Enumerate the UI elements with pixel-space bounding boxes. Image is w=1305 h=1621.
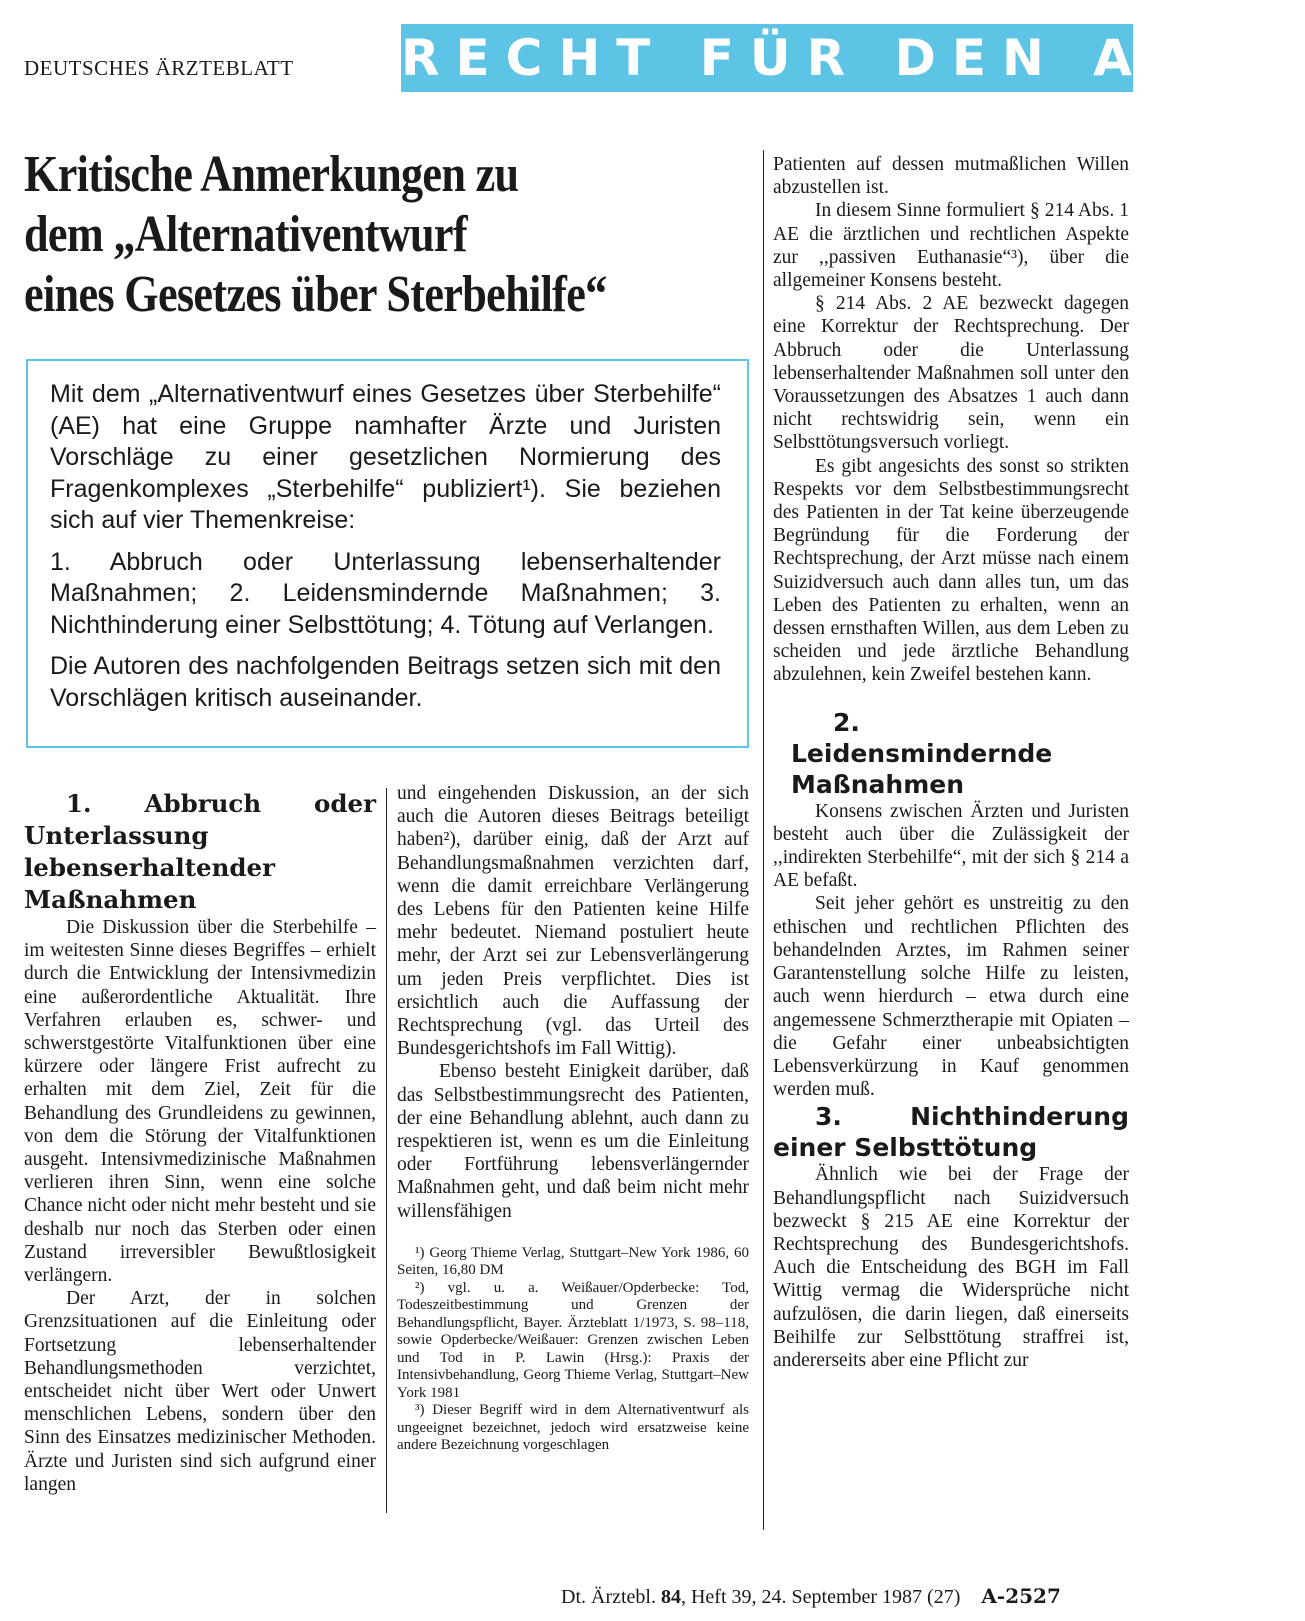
page-footer [561, 1584, 1061, 1609]
title-line: eines Gesetzes über Sterbehilfe“ [24, 266, 607, 323]
body-paragraph: Seit jeher gehört es unstreitig zu den ethischen und rechtlichen Pflichten des behandelnden Arztes, im Rahmen seiner Garantenstellung solche Hilfe zu leisten, auch wenn hierdurch – etwa durch eine angemessene Schmerztherapie mit Opiaten – die Gefahr einer unbeabsichtigten Lebensverkürzung in Kauf genommen werden muß. [773, 893, 1129, 1101]
column-1 [24, 788, 376, 1496]
body-paragraph: Der Arzt, der in solchen Grenzsituationen auf die Einleitung oder Fortsetzung lebenserhaltender Behandlungsmethoden verzichtet, entscheidet nicht über Wert oder Unwert menschlichen Lebens, sondern über den Sinn des Einsatzes medizinischer Methoden. Ärzte und Juristen sind sich aufgrund einer langen [24, 1288, 376, 1495]
body-paragraph: und eingehenden Diskussion, an der sich auch die Autoren dieses Beitrags beteiligt haben²), darüber einig, daß der Arzt auf Behandlungsmaßnahmen verzichten darf, wenn die damit erreichbare Verlängerung des Lebens für den Patienten keine Hilfe mehr bedeutet. Niemand postuliert heute mehr, der Arzt sei zur Lebensverlängerung um jeden Preis verpflichtet. Dies ist ersichtlich auch die Auffassung der Rechtsprechung (vgl. das Urteil des Bundesgerichtshofs im Fall Wittig). [397, 783, 749, 1060]
column-3 [773, 153, 1129, 1372]
title-line: dem „Alternativentwurf [24, 206, 467, 263]
citation-volume: 84 [660, 1586, 681, 1608]
body-paragraph: In diesem Sinne formuliert § 214 Abs. 1 AE die ärztlichen und rechtlichen Aspekte zur ,,passiven Euthanasie“³), über die allgemeiner Konsens besteht. [773, 200, 1129, 292]
abstract-box [26, 359, 749, 748]
footnotes [397, 1245, 749, 1455]
section-banner: RECHT FÜR DEN ARZT [401, 24, 1133, 92]
body-paragraph: Es gibt angesichts des sonst so strikten Respekts vor dem Selbstbestimmungsrecht des Patienten in der Tat keine überzeugende Begründung für die Forderung der Rechtsprechung, der Arzt müsse nach einem Suizidversuch auch dann alles tun, um das Leben des Patienten zu erhalten, wenn an dessen ernsthaften Willen, aus dem Leben zu scheiden und jede ärztliche Behandlung abzulehnen, kein Zweifel bestehen kann. [773, 455, 1129, 686]
section-heading-2: 2. Leidensmindernde Maßnahmen [791, 707, 1053, 799]
page-number: A-2527 [981, 1584, 1061, 1608]
title-line: Kritische Anmerkungen zu [24, 146, 519, 203]
citation-prefix: Dt. Ärztebl. [561, 1586, 656, 1608]
body-paragraph: Ähnlich wie bei der Frage der Behandlungspflicht nach Suizidversuch bezweckt § 215 AE eine Korrektur der Rechtsprechung des Bundesgerichtshofs. Auch die Entscheidung des BGH im Fall Wittig vermag die Widersprüche nicht aufzulösen, die darin liegen, daß einerseits Beihilfe zur Selbsttötung straffrei ist, andererseits aber eine Pflicht zur [773, 1164, 1129, 1371]
abstract-paragraph: 1. Abbruch oder Unterlassung lebenserhaltender Maßnahmen; 2. Leidensmindernde Maßnahmen; 3. Nichthinderung einer Selbsttötung; 4. Tötung auf Verlangen. [50, 547, 721, 639]
footnote: ³) Dieser Begriff wird in dem Alternativentwurf als ungeeignet bezeichnet, jedoch wird ersatzweise keine andere Bezeichnung vorgeschlagen [397, 1402, 749, 1454]
abstract-paragraph: Mit dem „Alternativentwurf eines Gesetzes über Sterbehilfe“ (AE) hat eine Gruppe namhafter Ärzte und Juristen Vorschläge zu einer gesetzlichen Normierung des Fragenkomplexes „Sterbehilfe“ publiziert¹). Sie beziehen sich auf vier Themenkreise: [50, 380, 721, 534]
citation-suffix: , Heft 39, 24. September 1987 (27) [680, 1586, 961, 1608]
section-heading-3: 3. Nichthinderung einer Selbsttötung [773, 1102, 1129, 1163]
abstract-paragraph: Die Autoren des nachfolgenden Beitrags setzen sich mit den Vorschlägen kritisch auseinander. [50, 652, 721, 712]
column-2 [397, 782, 749, 1455]
body-paragraph: Die Diskussion über die Sterbehilfe – im weitesten Sinne dieses Begriffes – erhielt durch die Entwicklung der Intensivmedizin eine außerordentliche Aktualität. Ihre Verfahren erlauben es, schwer- und schwerstgestörte Vitalfunktionen über eine kürzere oder längere Frist aufrecht zu erhalten mit dem Ziel, Zeit für die Behandlung des Grundleidens zu gewinnen, von dem die Störung der Vitalfunktionen ausgeht. Intensivmedizinische Maßnahmen verlieren ihren Sinn, wenn eine solche Chance nicht oder nicht mehr besteht und sie deshalb nur noch das Sterben oder einen Zustand irreversibler Bewußtlosigkeit verlängern. [24, 917, 376, 1287]
section-heading-1: 1. Abbruch oder Unterlassung lebenserhaltender Maßnahmen [24, 789, 376, 914]
footnote: ²) vgl. u. a. Weißauer/Opderbecke: Tod, Todeszeitbestimmung und Grenzen der Behandlungspflicht, Bayer. Ärzteblatt 1/1973, S. 98–118, sowie Opderbecke/Weißauer: Grenzen zwischen Leben und Tod in P. Lawin (Hrsg.): Praxis der Intensivbehandlung, Georg Thieme Verlag, Stuttgart–New York 1981 [397, 1279, 749, 1401]
article-title [24, 145, 738, 325]
body-paragraph: Patienten auf dessen mutmaßlichen Willen abzustellen ist. [773, 154, 1129, 199]
column-divider [386, 788, 387, 1513]
body-paragraph: Ebenso besteht Einigkeit darüber, daß das Selbstbestimmungsrecht des Patienten, der eine Behandlung ablehnt, auch dann zu respektieren ist, wenn es um die Einleitung oder Fortführung lebensverlängernder Maßnahmen geht, und daß beim nicht mehr willensfähigen [397, 1061, 749, 1222]
column-divider [763, 150, 764, 1530]
publication-name: DEUTSCHES ÄRZTEBLATT [24, 56, 294, 80]
body-paragraph: Konsens zwischen Ärzten und Juristen besteht auch über die Zulässigkeit der ,,indirekten Sterbehilfe“, mit der sich § 214 a AE befaßt. [773, 800, 1129, 892]
footnote: ¹) Georg Thieme Verlag, Stuttgart–New York 1986, 60 Seiten, 16,80 DM [397, 1244, 749, 1279]
body-paragraph: § 214 Abs. 2 AE bezweckt dagegen eine Korrektur der Rechtsprechung. Der Abbruch oder die Unterlassung lebenserhaltender Maßnahmen soll unter den Voraussetzungen des Absatzes 1 auch dann nicht rechtswidrig sein, wenn ein Selbsttötungsversuch vorliegt. [773, 293, 1129, 454]
